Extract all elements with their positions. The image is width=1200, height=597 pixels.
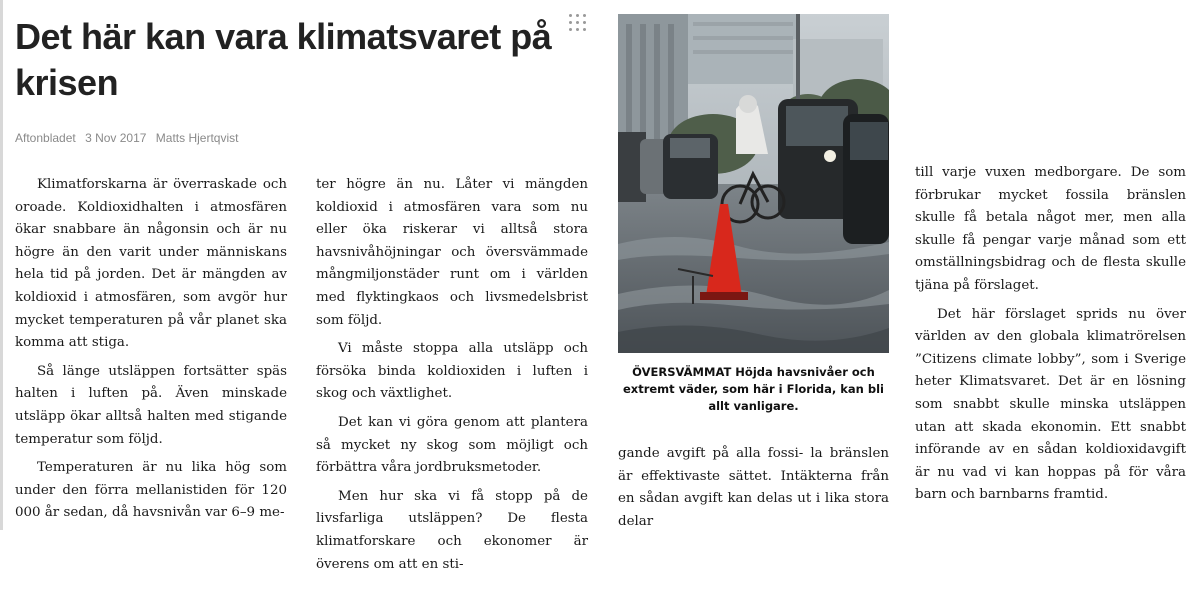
paragraph: Klimatforskarna är överraskade och oroade. Koldioxidhalten i atmosfären ökar snabbare än någonsin och är nu högre än den varit under människans hela tid på jorden. Det är mängden av koldioxid i atmosfären, som avgör hur mycket temperaturen på vår planet ska komma att stiga. — [15, 177, 287, 351]
article-author[interactable]: Matts Hjertqvist — [155, 131, 239, 145]
article-date: 3 Nov 2017 — [85, 131, 147, 145]
paragraph: Det här förslaget sprids nu över världen av den globala klimatrörelsen ”Citizens climate lobby”, som i Sverige heter Klimatsvaret. Det är en lösning som snabbt skulle minska utsläppen utan att skada ekonomin. Ett snabbt införande av en sådan koldioxidavgift är nu vad vi kan hoppas på för våra barn och barnbarns framtid. — [915, 306, 1186, 503]
drag-handle-icon[interactable] — [569, 14, 589, 34]
paragraph: Det kan vi göra genom att plantera så mycket ny skog som möjligt och förbättra våra jordbruksmetoder. — [316, 414, 588, 476]
photo-caption: ÖVERSVÄMMAT Höjda havsnivåer och extremt väder, som här i Florida, kan bli allt vanligare. — [622, 365, 884, 413]
paragraph: till varje vuxen medborgare. De som förbrukar mycket fossila bränslen skulle få betala något mer, men alla skulle få pengar varje månad som ett omställningsbidrag och de flesta skulle tjäna på förslaget. — [915, 165, 1186, 293]
flood-photo — [618, 14, 889, 353]
paragraph: ter högre än nu. Låter vi mängden koldioxid i atmosfären vara som nu eller öka riskerar vi alltså stora havsnivåhöjningar och översvämmade mångmiljonstäder runt om i världen med flyktingkaos och livsmedelsbrist som följd. — [316, 177, 588, 328]
article-headline: Det här kan vara klimatsvaret på krisen — [15, 16, 552, 103]
paragraph: Temperaturen är nu lika hög som under den förra mellanistiden för 120 000 år sedan, då havsnivån var 6–9 me- — [15, 460, 287, 521]
article-byline — [15, 131, 244, 145]
text-column-1 — [15, 174, 287, 531]
text-column-2 — [316, 174, 588, 582]
text-column-3 — [618, 443, 889, 539]
paragraph: Men hur ska vi få stopp på de livsfarliga utsläppen? De flesta klimatforskare och ekonomer är överens om att en sti- — [316, 488, 588, 572]
article-source[interactable]: Aftonbladet — [15, 131, 76, 145]
left-edge-rule — [0, 0, 3, 530]
paragraph: gande avgift på alla fossi- la bränslen är effektivaste sättet. Intäkterna från en sådan avgift kan delas ut i lika stora delar — [618, 446, 889, 529]
paragraph: Så länge utsläppen fortsätter späs halten i luften på. Även minskade utsläpp ökar alltså halten med stigande temperatur som följd. — [15, 363, 287, 447]
text-column-4 — [915, 162, 1186, 513]
paragraph: Vi måste stoppa alla utsläpp och försöka binda koldioxiden i luften i skog och växtlighet. — [316, 341, 588, 402]
